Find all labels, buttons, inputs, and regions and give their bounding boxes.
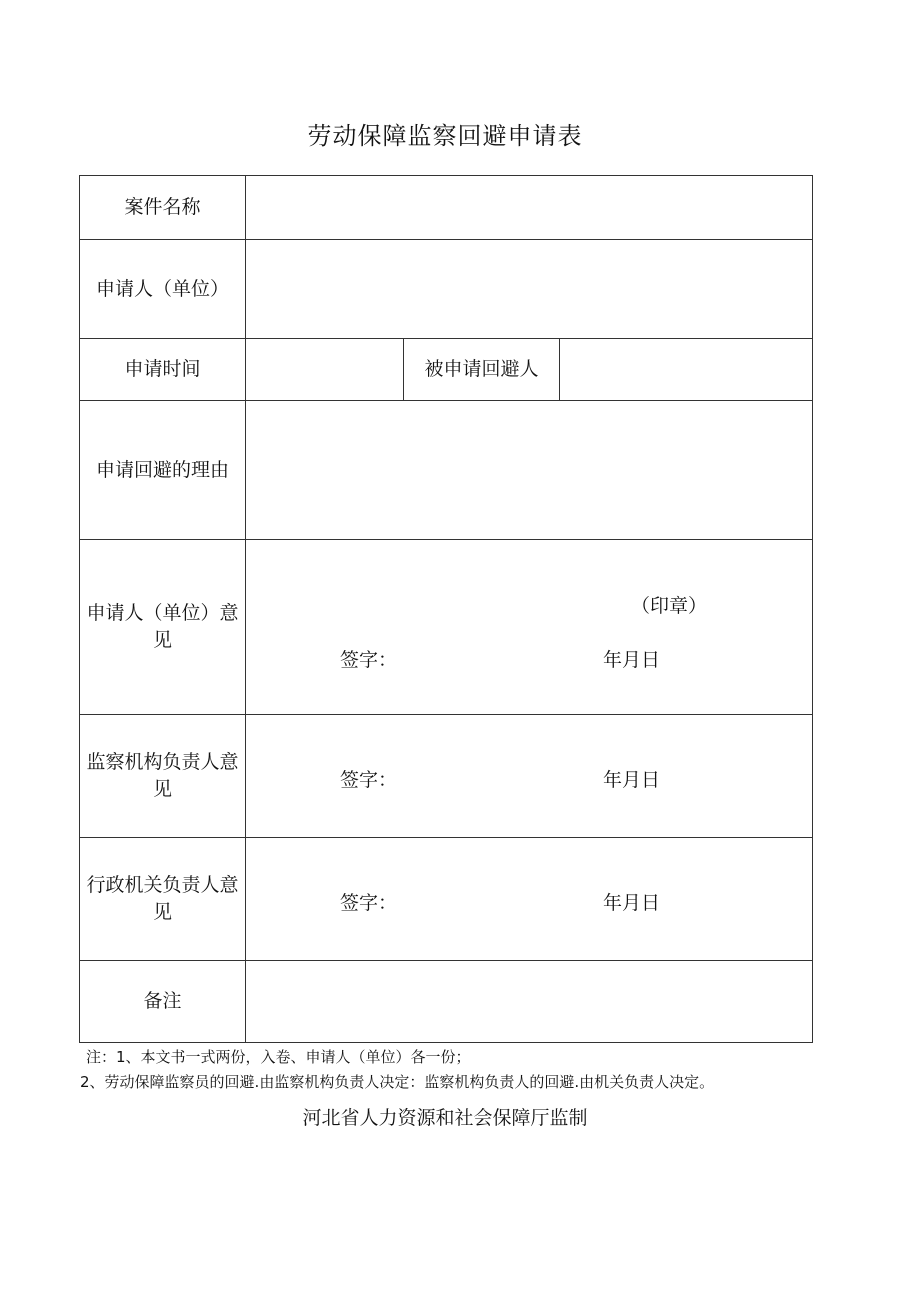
row-remarks xyxy=(80,961,813,1043)
respondent-label: 被申请回避人 xyxy=(404,339,560,401)
date-label: 年月日 xyxy=(603,649,661,671)
application-form-table xyxy=(79,175,813,1043)
admin-opinion-field[interactable] xyxy=(246,838,813,961)
remarks-field[interactable] xyxy=(246,961,813,1043)
note-line-1: 注：1、本文书一式两份，入卷、申请人（单位）各一份； xyxy=(86,1048,471,1066)
supervisor-opinion-label: 监察机构负责人意见 xyxy=(80,715,246,838)
applicant-opinion-label: 申请人（单位）意见 xyxy=(80,540,246,715)
apply-time-label: 申请时间 xyxy=(80,339,246,401)
admin-opinion-label: 行政机关负责人意见 xyxy=(80,838,246,961)
remarks-label: 备注 xyxy=(80,961,246,1043)
row-reason xyxy=(80,401,813,540)
row-supervisor-opinion xyxy=(80,715,813,838)
signature-label: 签字： xyxy=(340,892,398,914)
seal-text: （印章） xyxy=(631,595,708,617)
form-title: 劳动保障监察回避申请表 xyxy=(307,122,583,150)
signature-label: 签字： xyxy=(340,769,398,791)
issuer-footer: 河北省人力资源和社会保障厅监制 xyxy=(302,1107,588,1129)
row-admin-opinion xyxy=(80,838,813,961)
signature-label: 签字： xyxy=(340,649,398,671)
row-applicant-opinion xyxy=(80,540,813,715)
reason-label: 申请回避的理由 xyxy=(80,401,246,540)
applicant-field[interactable] xyxy=(246,240,813,339)
notes xyxy=(80,1045,715,1095)
row-apply-time xyxy=(80,339,813,401)
case-name-field[interactable] xyxy=(246,176,813,240)
respondent-field[interactable] xyxy=(560,339,813,401)
apply-time-field[interactable] xyxy=(246,339,404,401)
supervisor-opinion-field[interactable] xyxy=(246,715,813,838)
date-label: 年月日 xyxy=(603,769,661,791)
case-name-label: 案件名称 xyxy=(80,176,246,240)
reason-field[interactable] xyxy=(246,401,813,540)
date-label: 年月日 xyxy=(603,892,661,914)
row-case-name xyxy=(80,176,813,240)
applicant-label: 申请人（单位） xyxy=(80,240,246,339)
note-line-2: 2、劳动保障监察员的回避.由监察机构负责人决定：监察机构负责人的回避.由机关负责人决定。 xyxy=(80,1073,715,1091)
applicant-opinion-field[interactable] xyxy=(246,540,813,715)
row-applicant xyxy=(80,240,813,339)
